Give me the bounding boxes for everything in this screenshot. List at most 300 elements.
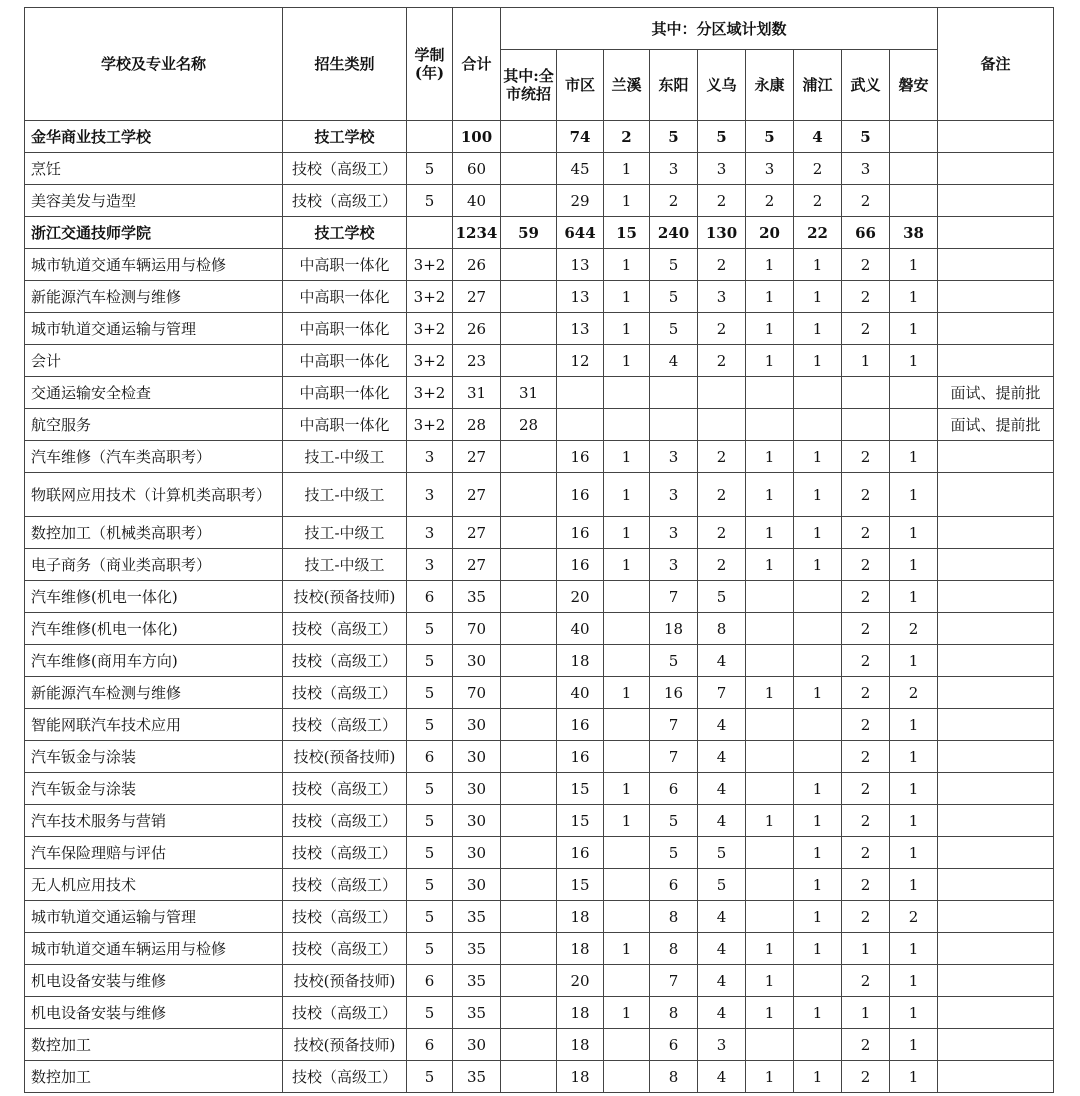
district-count-cell <box>794 409 842 441</box>
district-count-cell: 2 <box>842 549 890 581</box>
district-count-cell: 5 <box>650 281 698 313</box>
note-cell <box>938 441 1054 473</box>
note-cell <box>938 677 1054 709</box>
major-row <box>25 869 1054 901</box>
district-count-cell <box>794 581 842 613</box>
district-count-cell: 16 <box>650 677 698 709</box>
category-cell: 技校（高级工） <box>283 645 407 677</box>
years-cell: 5 <box>407 185 453 217</box>
district-count-cell <box>650 409 698 441</box>
district-count-cell: 15 <box>557 773 604 805</box>
citywide-cell <box>501 869 557 901</box>
district-count-cell <box>604 741 650 773</box>
district-count-cell <box>557 377 604 409</box>
district-count-cell: 1 <box>890 281 938 313</box>
district-count-cell: 3 <box>650 517 698 549</box>
district-count-cell: 74 <box>557 121 604 153</box>
major-row <box>25 581 1054 613</box>
district-count-cell: 18 <box>557 1029 604 1061</box>
years-cell: 3+2 <box>407 313 453 345</box>
total-cell: 27 <box>453 441 501 473</box>
total-cell: 60 <box>453 153 501 185</box>
district-count-cell <box>794 709 842 741</box>
note-cell <box>938 773 1054 805</box>
major-name-cell: 美容美发与造型 <box>25 185 283 217</box>
district-count-cell: 2 <box>698 313 746 345</box>
district-count-cell: 6 <box>650 1029 698 1061</box>
major-name-cell: 汽车保险理赔与评估 <box>25 837 283 869</box>
header-district-group: 其中：分区域计划数 <box>501 8 938 50</box>
district-count-cell: 4 <box>698 933 746 965</box>
district-count-cell: 1 <box>746 549 794 581</box>
district-count-cell: 1 <box>794 677 842 709</box>
note-cell <box>938 345 1054 377</box>
district-count-cell: 2 <box>842 677 890 709</box>
total-cell: 30 <box>453 645 501 677</box>
note-cell <box>938 901 1054 933</box>
district-count-cell: 1 <box>746 677 794 709</box>
district-count-cell: 1 <box>746 517 794 549</box>
major-row <box>25 805 1054 837</box>
note-cell <box>938 613 1054 645</box>
district-count-cell: 1 <box>794 933 842 965</box>
district-count-cell: 7 <box>650 741 698 773</box>
district-count-cell: 1 <box>746 473 794 517</box>
district-count-cell <box>842 409 890 441</box>
major-name-cell: 新能源汽车检测与维修 <box>25 281 283 313</box>
district-count-cell: 3 <box>650 473 698 517</box>
years-cell: 5 <box>407 933 453 965</box>
years-cell: 5 <box>407 997 453 1029</box>
district-count-cell: 1 <box>890 869 938 901</box>
citywide-cell <box>501 153 557 185</box>
note-cell <box>938 121 1054 153</box>
category-cell: 技校（高级工） <box>283 901 407 933</box>
district-count-cell: 66 <box>842 217 890 249</box>
district-count-cell: 1 <box>890 549 938 581</box>
district-count-cell <box>842 377 890 409</box>
district-count-cell: 1 <box>746 997 794 1029</box>
district-count-cell: 2 <box>604 121 650 153</box>
district-count-cell: 1 <box>604 773 650 805</box>
years-cell: 5 <box>407 645 453 677</box>
citywide-cell <box>501 313 557 345</box>
district-count-cell: 2 <box>890 677 938 709</box>
years-cell: 6 <box>407 1029 453 1061</box>
years-cell: 5 <box>407 805 453 837</box>
district-count-cell: 1 <box>746 281 794 313</box>
district-count-cell: 7 <box>698 677 746 709</box>
district-count-cell <box>698 409 746 441</box>
note-cell <box>938 549 1054 581</box>
note-cell <box>938 249 1054 281</box>
major-name-cell: 城市轨道交通运输与管理 <box>25 313 283 345</box>
district-count-cell <box>746 377 794 409</box>
district-count-cell: 40 <box>557 613 604 645</box>
district-count-cell: 1 <box>794 1061 842 1093</box>
district-count-cell: 18 <box>557 997 604 1029</box>
district-count-cell: 2 <box>698 473 746 517</box>
district-count-cell <box>557 409 604 441</box>
total-cell: 70 <box>453 613 501 645</box>
note-cell <box>938 153 1054 185</box>
category-cell: 技校（高级工） <box>283 677 407 709</box>
district-count-cell: 5 <box>842 121 890 153</box>
district-count-cell <box>890 377 938 409</box>
district-count-cell: 1 <box>604 517 650 549</box>
years-cell <box>407 121 453 153</box>
district-count-cell <box>746 1029 794 1061</box>
category-cell: 中高职一体化 <box>283 313 407 345</box>
district-count-cell: 2 <box>746 185 794 217</box>
district-count-cell: 4 <box>698 997 746 1029</box>
district-count-cell <box>698 377 746 409</box>
district-count-cell: 8 <box>650 997 698 1029</box>
category-cell: 技校（高级工） <box>283 709 407 741</box>
district-count-cell: 13 <box>557 249 604 281</box>
district-count-cell: 1 <box>794 313 842 345</box>
district-count-cell: 2 <box>842 645 890 677</box>
header-district: 武义 <box>842 50 890 121</box>
district-count-cell: 2 <box>842 185 890 217</box>
district-count-cell: 1 <box>890 581 938 613</box>
years-cell: 5 <box>407 1061 453 1093</box>
district-count-cell: 2 <box>842 837 890 869</box>
district-count-cell: 1 <box>604 677 650 709</box>
district-count-cell: 1 <box>890 645 938 677</box>
citywide-cell <box>501 709 557 741</box>
district-count-cell <box>746 901 794 933</box>
major-row <box>25 281 1054 313</box>
total-cell: 26 <box>453 313 501 345</box>
district-count-cell: 1 <box>890 345 938 377</box>
note-cell: 面试、提前批 <box>938 377 1054 409</box>
district-count-cell: 6 <box>650 869 698 901</box>
note-cell <box>938 517 1054 549</box>
total-cell: 27 <box>453 473 501 517</box>
category-cell: 中高职一体化 <box>283 377 407 409</box>
district-count-cell: 4 <box>698 1061 746 1093</box>
district-count-cell: 2 <box>842 473 890 517</box>
district-count-cell <box>794 645 842 677</box>
note-cell <box>938 837 1054 869</box>
citywide-cell <box>501 645 557 677</box>
district-count-cell <box>604 837 650 869</box>
district-count-cell: 1 <box>604 153 650 185</box>
district-count-cell: 1 <box>746 441 794 473</box>
district-count-cell: 12 <box>557 345 604 377</box>
category-cell: 技校(预备技师) <box>283 1029 407 1061</box>
district-count-cell: 2 <box>698 517 746 549</box>
district-count-cell: 16 <box>557 741 604 773</box>
district-count-cell <box>794 613 842 645</box>
district-count-cell <box>604 869 650 901</box>
category-cell: 技校（高级工） <box>283 185 407 217</box>
note-cell <box>938 313 1054 345</box>
district-count-cell <box>794 377 842 409</box>
district-count-cell: 1 <box>794 249 842 281</box>
district-count-cell: 1 <box>746 933 794 965</box>
district-count-cell: 16 <box>557 709 604 741</box>
district-count-cell: 2 <box>842 901 890 933</box>
category-cell: 技校（高级工） <box>283 837 407 869</box>
total-cell: 35 <box>453 901 501 933</box>
years-cell: 5 <box>407 613 453 645</box>
district-count-cell <box>604 1029 650 1061</box>
category-cell: 技校（高级工） <box>283 613 407 645</box>
district-count-cell: 7 <box>650 709 698 741</box>
category-cell: 技校（高级工） <box>283 1061 407 1093</box>
major-row <box>25 185 1054 217</box>
district-count-cell: 1 <box>890 473 938 517</box>
major-row <box>25 249 1054 281</box>
years-cell: 3+2 <box>407 249 453 281</box>
district-count-cell <box>604 409 650 441</box>
major-row <box>25 709 1054 741</box>
total-cell: 23 <box>453 345 501 377</box>
district-count-cell: 16 <box>557 837 604 869</box>
total-cell: 100 <box>453 121 501 153</box>
note-cell <box>938 997 1054 1029</box>
district-count-cell <box>746 869 794 901</box>
district-count-cell: 2 <box>842 517 890 549</box>
total-cell: 27 <box>453 281 501 313</box>
citywide-cell <box>501 121 557 153</box>
district-count-cell: 5 <box>650 645 698 677</box>
citywide-cell <box>501 1029 557 1061</box>
district-count-cell: 5 <box>746 121 794 153</box>
district-count-cell: 18 <box>557 901 604 933</box>
district-count-cell <box>890 121 938 153</box>
district-count-cell: 20 <box>557 581 604 613</box>
district-count-cell: 2 <box>842 869 890 901</box>
major-row <box>25 345 1054 377</box>
district-count-cell <box>746 581 794 613</box>
years-cell: 5 <box>407 869 453 901</box>
header-district: 磐安 <box>890 50 938 121</box>
district-count-cell: 1 <box>746 313 794 345</box>
district-count-cell: 1 <box>604 281 650 313</box>
note-cell <box>938 805 1054 837</box>
major-name-cell: 智能网联汽车技术应用 <box>25 709 283 741</box>
citywide-cell: 28 <box>501 409 557 441</box>
district-count-cell: 240 <box>650 217 698 249</box>
district-count-cell: 2 <box>842 441 890 473</box>
major-row <box>25 549 1054 581</box>
major-name-cell: 会计 <box>25 345 283 377</box>
district-count-cell <box>746 773 794 805</box>
category-cell: 中高职一体化 <box>283 345 407 377</box>
district-count-cell: 2 <box>842 805 890 837</box>
district-count-cell <box>794 741 842 773</box>
district-count-cell: 5 <box>698 581 746 613</box>
note-cell <box>938 933 1054 965</box>
citywide-cell <box>501 549 557 581</box>
district-count-cell: 1 <box>794 441 842 473</box>
district-count-cell: 2 <box>698 185 746 217</box>
district-count-cell: 2 <box>698 441 746 473</box>
district-count-cell: 3 <box>698 281 746 313</box>
category-cell: 技工学校 <box>283 217 407 249</box>
major-name-cell: 城市轨道交通车辆运用与检修 <box>25 249 283 281</box>
major-name-cell: 机电设备安装与维修 <box>25 965 283 997</box>
district-count-cell: 1 <box>604 345 650 377</box>
major-name-cell: 数控加工（机械类高职考） <box>25 517 283 549</box>
total-cell: 26 <box>453 249 501 281</box>
district-count-cell: 1 <box>890 773 938 805</box>
district-count-cell: 4 <box>794 121 842 153</box>
years-cell: 3+2 <box>407 345 453 377</box>
district-count-cell: 3 <box>746 153 794 185</box>
district-count-cell: 45 <box>557 153 604 185</box>
total-cell: 30 <box>453 1029 501 1061</box>
district-count-cell: 3 <box>698 1029 746 1061</box>
header-citywide: 其中:全市统招 <box>501 50 557 121</box>
district-count-cell <box>604 377 650 409</box>
district-count-cell: 2 <box>842 613 890 645</box>
district-count-cell: 1 <box>746 805 794 837</box>
major-row <box>25 613 1054 645</box>
header-district: 兰溪 <box>604 50 650 121</box>
header-district: 义乌 <box>698 50 746 121</box>
major-name-cell: 汽车维修(商用车方向) <box>25 645 283 677</box>
major-row <box>25 313 1054 345</box>
district-count-cell: 1 <box>890 313 938 345</box>
major-row <box>25 677 1054 709</box>
district-count-cell: 15 <box>557 805 604 837</box>
district-count-cell: 1 <box>604 549 650 581</box>
district-count-cell: 2 <box>794 153 842 185</box>
citywide-cell <box>501 837 557 869</box>
district-count-cell: 22 <box>794 217 842 249</box>
district-count-cell: 16 <box>557 549 604 581</box>
citywide-cell <box>501 249 557 281</box>
district-count-cell: 18 <box>557 933 604 965</box>
category-cell: 技校（高级工） <box>283 153 407 185</box>
district-count-cell <box>890 185 938 217</box>
major-row <box>25 153 1054 185</box>
district-count-cell: 7 <box>650 581 698 613</box>
major-row <box>25 441 1054 473</box>
category-cell: 技校（高级工） <box>283 805 407 837</box>
total-cell: 27 <box>453 549 501 581</box>
note-cell: 面试、提前批 <box>938 409 1054 441</box>
header-school: 学校及专业名称 <box>25 8 283 121</box>
district-count-cell: 2 <box>794 185 842 217</box>
district-count-cell <box>604 645 650 677</box>
category-cell: 技校(预备技师) <box>283 581 407 613</box>
citywide-cell <box>501 805 557 837</box>
district-count-cell <box>746 409 794 441</box>
major-name-cell: 城市轨道交通运输与管理 <box>25 901 283 933</box>
major-name-cell: 交通运输安全检查 <box>25 377 283 409</box>
district-count-cell: 6 <box>650 773 698 805</box>
district-count-cell: 4 <box>650 345 698 377</box>
district-count-cell <box>604 1061 650 1093</box>
citywide-cell: 59 <box>501 217 557 249</box>
district-count-cell <box>746 645 794 677</box>
note-cell <box>938 869 1054 901</box>
header-note: 备注 <box>938 8 1054 121</box>
header-total: 合计 <box>453 8 501 121</box>
major-name-cell: 汽车钣金与涂装 <box>25 741 283 773</box>
total-cell: 30 <box>453 837 501 869</box>
district-count-cell: 2 <box>842 773 890 805</box>
district-count-cell: 5 <box>650 313 698 345</box>
district-count-cell: 16 <box>557 441 604 473</box>
district-count-cell: 1 <box>890 517 938 549</box>
citywide-cell <box>501 281 557 313</box>
district-count-cell: 3 <box>650 441 698 473</box>
category-cell: 技校（高级工） <box>283 869 407 901</box>
years-cell: 6 <box>407 581 453 613</box>
total-cell: 30 <box>453 805 501 837</box>
district-count-cell: 4 <box>698 965 746 997</box>
district-count-cell: 1 <box>890 1029 938 1061</box>
district-count-cell: 1 <box>604 933 650 965</box>
category-cell: 技校（高级工） <box>283 997 407 1029</box>
district-count-cell: 18 <box>557 1061 604 1093</box>
district-count-cell: 5 <box>650 121 698 153</box>
district-count-cell: 13 <box>557 281 604 313</box>
district-count-cell: 1 <box>794 773 842 805</box>
district-count-cell: 2 <box>650 185 698 217</box>
school-row <box>25 121 1054 153</box>
header-district: 东阳 <box>650 50 698 121</box>
note-cell <box>938 1061 1054 1093</box>
district-count-cell: 13 <box>557 313 604 345</box>
years-cell: 5 <box>407 837 453 869</box>
district-count-cell: 1 <box>794 473 842 517</box>
district-count-cell: 1 <box>890 741 938 773</box>
total-cell: 35 <box>453 1061 501 1093</box>
category-cell: 技工-中级工 <box>283 441 407 473</box>
school-name-cell: 金华商业技工学校 <box>25 121 283 153</box>
total-cell: 28 <box>453 409 501 441</box>
school-row <box>25 217 1054 249</box>
years-cell: 3 <box>407 549 453 581</box>
district-count-cell: 3 <box>650 153 698 185</box>
district-count-cell: 1 <box>890 249 938 281</box>
district-count-cell: 1 <box>890 441 938 473</box>
district-count-cell: 16 <box>557 517 604 549</box>
major-name-cell: 汽车维修(机电一体化) <box>25 613 283 645</box>
district-count-cell: 1 <box>746 965 794 997</box>
district-count-cell: 2 <box>842 249 890 281</box>
district-count-cell: 1 <box>604 249 650 281</box>
citywide-cell <box>501 185 557 217</box>
district-count-cell <box>746 709 794 741</box>
district-count-cell: 4 <box>698 709 746 741</box>
district-count-cell: 1 <box>842 345 890 377</box>
total-cell: 30 <box>453 773 501 805</box>
district-count-cell: 1 <box>746 1061 794 1093</box>
district-count-cell: 4 <box>698 773 746 805</box>
total-cell: 70 <box>453 677 501 709</box>
district-count-cell: 8 <box>698 613 746 645</box>
category-cell: 技校(预备技师) <box>283 965 407 997</box>
district-count-cell: 1 <box>794 997 842 1029</box>
major-name-cell: 城市轨道交通车辆运用与检修 <box>25 933 283 965</box>
major-row <box>25 517 1054 549</box>
citywide-cell <box>501 677 557 709</box>
district-count-cell: 2 <box>698 549 746 581</box>
district-count-cell <box>650 377 698 409</box>
years-cell: 6 <box>407 741 453 773</box>
district-count-cell: 1 <box>604 997 650 1029</box>
major-row <box>25 837 1054 869</box>
district-count-cell: 3 <box>650 549 698 581</box>
